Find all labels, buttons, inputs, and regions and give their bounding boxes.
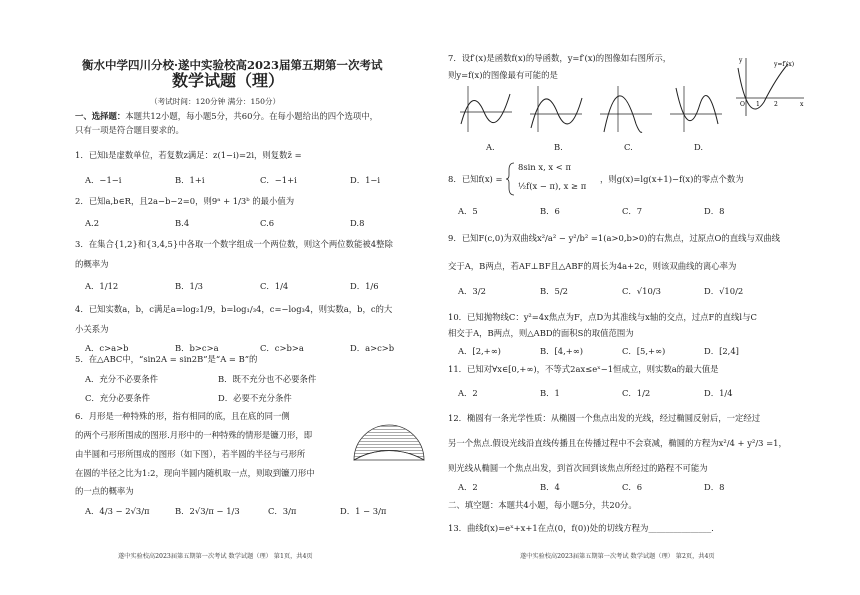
subject-title: 数学试题（理） [172, 71, 285, 90]
school-title: 衡水中学四川分校·遂中实验校高2023届第五期第一次考试 [82, 58, 383, 72]
section1-intro-line1: 本题共12小题，每小题5分，共60分。在每小题给出的四个选项中， [125, 111, 379, 121]
question-7-line2: 则y=f(x)的图像最有可能的是 [448, 70, 558, 80]
q5-option-d[interactable]: D．必要不充分条件 [218, 393, 292, 403]
question-12-line1: 12．椭圆有一条光学性质：从椭圆一个焦点出发的光线，经过椭圆反射后，一定经过 [448, 413, 761, 423]
question-10-line2: 相交于A，B两点，则△ABD的面积S的取值范围为 [448, 328, 634, 338]
question-3-line1: 3．在集合{1,2}和{3,4,5}中各取一个数字组成一个两位数，则这个两位数能被4整除 [75, 239, 393, 249]
q10-option-c[interactable]: C．[5,+∞) [622, 346, 666, 356]
q7-graph-a [458, 84, 514, 134]
q2-option-c[interactable]: C.6 [260, 218, 275, 228]
question-8-suffix: ，则g(x)=lg(x+1)−f(x)的零点个数为 [600, 174, 744, 184]
exam-time-info: （考试时间：120分钟 满分：150分） [150, 97, 281, 106]
section1-title: 一、选择题： [75, 111, 126, 121]
q2-option-d[interactable]: D.8 [350, 218, 365, 228]
q12-option-d[interactable]: D．8 [704, 482, 725, 492]
question-2: 2．已知a,b∈R，且2a−b−2=0，则9ᵃ + 1/3ᵇ 的最小值为 [75, 196, 295, 206]
q8-option-a[interactable]: A．5 [458, 206, 478, 216]
question-9-line2: 交于A，B两点，若AF⊥BF且△ABF的周长为4a+2c，则该双曲线的离心率为 [448, 261, 737, 271]
q3-option-b[interactable]: B．1/3 [175, 281, 204, 291]
section1-intro-line2: 只有一项是符合题目要求的。 [75, 125, 184, 135]
svg-text:x: x [800, 101, 804, 108]
q6-option-a[interactable]: A．4/3 − 2√3/π [85, 506, 150, 516]
question-6-line3: 由半圆和弓形所围成的图形（如下图），若半圆的半径与弓形所 [75, 449, 306, 459]
section1-intro [75, 111, 378, 122]
q8-option-d[interactable]: D．8 [704, 206, 725, 216]
q5-option-c[interactable]: C．充分必要条件 [85, 393, 151, 403]
right-page [430, 0, 860, 595]
q9-option-b[interactable]: B．5/2 [540, 286, 569, 296]
question-1: 1．已知i是虚数单位，若复数z满足：z(1−i)=2i，则复数z̄ = [75, 150, 302, 160]
q12-option-b[interactable]: B．4 [540, 482, 560, 492]
question-5: 5．在△ABC中，“sin2A = sin2B”是“A = B”的 [75, 354, 258, 364]
q5-option-a[interactable]: A．充分不必要条件 [85, 374, 159, 384]
q8-option-b[interactable]: B．6 [540, 206, 560, 216]
sickle-figure [350, 420, 428, 468]
q7-option-c[interactable]: C. [624, 142, 633, 152]
question-6-line2: 的两个弓形所围成的图形.月形中的一种特殊的情形是镰刀形，即 [75, 430, 313, 440]
q1-option-a[interactable]: A．−1−i [85, 175, 122, 185]
question-9-line1: 9．已知F(c,0)为双曲线x²/a² − y²/b² =1(a>0,b>0)的右焦点，过原点O的直线与双曲线 [448, 233, 780, 243]
q1-option-b[interactable]: B．1+i [175, 175, 205, 185]
q3-option-c[interactable]: C．1/4 [260, 281, 289, 291]
question-6-line4: 在圆的半径之比为1:2，现向半圆内随机取一点，则取到镰刀形中 [75, 468, 315, 478]
q11-option-c[interactable]: C．1/2 [622, 388, 651, 398]
section2-title: 二、填空题：本题共4小题，每小题5分，共20分。 [448, 500, 637, 510]
question-10-line1: 10．已知抛物线C：y²=4x焦点为F，点D为其准线与x轴的交点，过点F的直线l与C [448, 312, 757, 322]
right-footer: 遂中实验校高2023届第五期第一次考试 数学试题（理） 第2页，共4页 [520, 553, 715, 560]
question-4-line2: 小关系为 [75, 324, 109, 334]
q2-option-b[interactable]: B.4 [175, 218, 190, 228]
q7-graph-b [528, 84, 584, 134]
svg-text:O: O [740, 101, 745, 108]
derivative-graph [734, 56, 806, 118]
q1-option-d[interactable]: D．1−i [350, 175, 381, 185]
q5-option-b[interactable]: B．既不充分也不必要条件 [218, 374, 317, 384]
question-3-line2: 的概率为 [75, 259, 109, 269]
question-6-line5: 的一点的概率为 [75, 486, 134, 496]
q7-graph-c [598, 84, 654, 134]
svg-text:y: y [739, 57, 743, 64]
question-11: 11．已知对∀x∈[0,+∞)，不等式2ax≤eˣ−1恒成立，则实数a的最大值是 [448, 364, 719, 374]
q6-option-d[interactable]: D．1 − 3/π [340, 506, 387, 516]
q9-option-d[interactable]: D．√10/2 [704, 286, 744, 296]
question-4-line1: 4．已知实数a，b，c满足a=log₂1/9，b=log₁/₃4，c=−log₃4，则实数a，b，c的大 [75, 304, 393, 314]
question-8-piece2: f(x − π), x ≥ π [526, 181, 587, 191]
q3-option-d[interactable]: D．1/6 [350, 281, 379, 291]
q11-option-d[interactable]: D．1/4 [704, 388, 733, 398]
q12-option-a[interactable]: A．2 [458, 482, 478, 492]
piecewise-brace [506, 162, 516, 196]
q3-option-a[interactable]: A．1/12 [85, 281, 119, 291]
q11-option-b[interactable]: B．1 [540, 388, 560, 398]
derivative-graph-label: y=f′(x) [774, 61, 795, 68]
q6-option-c[interactable]: C．3/π [268, 506, 297, 516]
question-13: 13．曲线f(x)=eˣ+x+1在点(0，f(0))处的切线方程为_______________. [448, 523, 714, 533]
q7-graph-d [668, 84, 724, 134]
question-6-line1: 6．月形是一种特殊的形，指有相同的底，且在底的同一侧 [75, 411, 290, 421]
question-12-line3: 则光线从椭圆一个焦点出发，到首次回到该焦点所经过的路程不可能为 [448, 463, 708, 473]
left-footer: 遂中实验校高2023届第五期第一次考试 数学试题（理） 第1页，共4页 [118, 553, 313, 560]
question-12-line2: 另一个焦点.假设光线沿直线传播且在传播过程中不会衰减，椭圆的方程为x²/4 + y²/3 =1， [448, 438, 787, 448]
q9-option-c[interactable]: C．√10/3 [622, 286, 661, 296]
q8-option-c[interactable]: C．7 [622, 206, 643, 216]
question-8-piece1: 8sin x, x < π [518, 162, 571, 172]
question-7-line1: 7．设f′(x)是函数f(x)的导函数，y=f′(x)的图像如右图所示， [448, 53, 672, 63]
q2-option-a[interactable]: A.2 [85, 218, 100, 228]
question-8-prefix: 8．已知f(x) = [448, 174, 503, 184]
q4-option-a[interactable]: A．c>a>b [85, 343, 129, 353]
q12-option-c[interactable]: C．6 [622, 482, 643, 492]
svg-text:1: 1 [756, 101, 760, 108]
q6-option-b[interactable]: B．2√3/π − 1/3 [175, 506, 240, 516]
q7-option-b[interactable]: B. [554, 142, 563, 152]
q7-option-a[interactable]: A. [486, 142, 495, 152]
question-8-piece2-wrap: ½f(x − π), x ≥ π [518, 181, 587, 191]
svg-text:2: 2 [774, 101, 778, 108]
q4-option-c[interactable]: C．c>b>a [260, 343, 304, 353]
q10-option-a[interactable]: A．[2,+∞) [458, 346, 501, 356]
q4-option-d[interactable]: D．a>c>b [350, 343, 395, 353]
q10-option-b[interactable]: B．[4,+∞) [540, 346, 584, 356]
q10-option-d[interactable]: D．[2,4] [704, 346, 739, 356]
q9-option-a[interactable]: A．3/2 [458, 286, 486, 296]
q4-option-b[interactable]: B．b>c>a [175, 343, 219, 353]
q1-option-c[interactable]: C．−1+i [260, 175, 297, 185]
q7-option-d[interactable]: D. [694, 142, 704, 152]
q11-option-a[interactable]: A．2 [458, 388, 478, 398]
